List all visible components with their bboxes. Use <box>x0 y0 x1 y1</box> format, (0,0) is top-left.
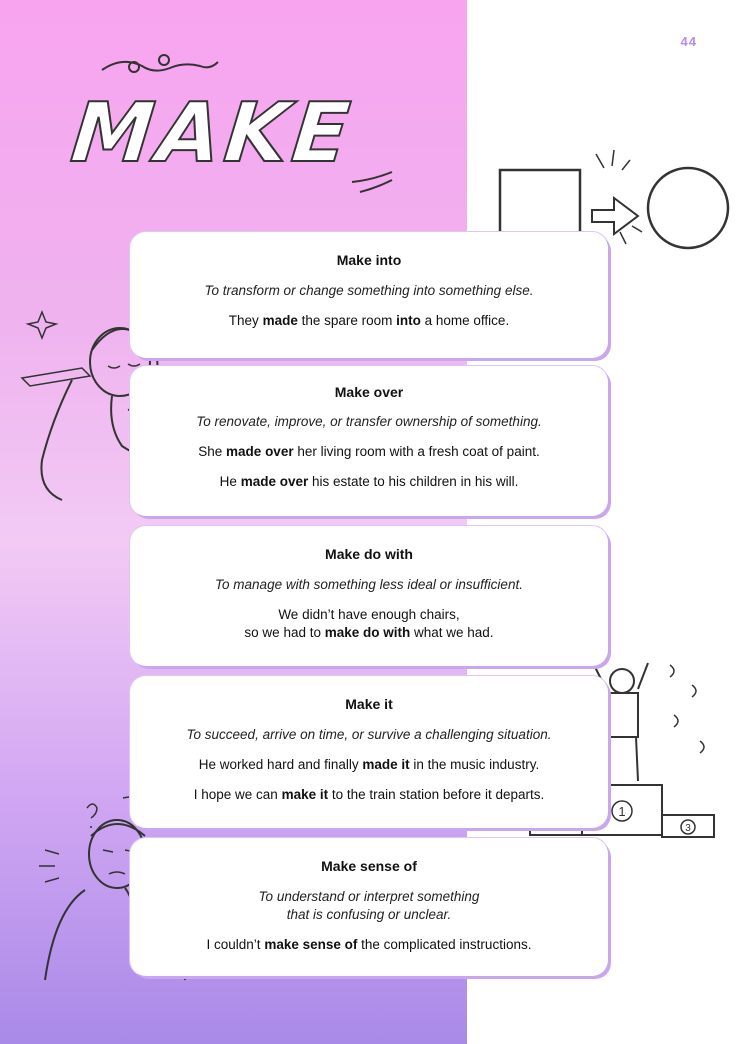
entry-example: He made over his estate to his children in his will. <box>219 474 519 489</box>
entry-example: She made over her living room with a fresh coat of paint. <box>198 444 540 459</box>
entry-heading: Make sense of <box>321 858 417 874</box>
entry-definition: To transform or change something into something else. <box>204 283 534 298</box>
podium-label-third: 3 <box>685 823 691 834</box>
entry-card-make-over <box>130 366 608 516</box>
entry-example: They made the spare room into a home office. <box>228 313 510 328</box>
page-title <box>62 40 422 200</box>
entry-heading: Make do with <box>325 546 413 562</box>
entry-definition: To manage with something less ideal or insufficient. <box>215 577 523 592</box>
entry-card-make-it <box>130 676 608 828</box>
entry-example: I hope we can make it to the train station before it departs. <box>193 787 545 802</box>
circle-shape <box>648 168 728 248</box>
entry-example: We didn’t have enough chairs, so we had to make do with what we had. <box>244 607 494 640</box>
entry-definition: To renovate, improve, or transfer ownership of something. <box>196 414 542 429</box>
title-text: MAKE <box>67 86 358 181</box>
entry-definition: To succeed, arrive on time, or survive a challenging situation. <box>186 727 552 742</box>
entry-card-make-sense-of <box>130 838 608 976</box>
entry-card-make-do-with <box>130 526 608 666</box>
entry-heading: Make it <box>345 696 393 712</box>
arrow-icon <box>592 198 638 234</box>
entry-example: He worked hard and finally made it in the music industry. <box>198 757 540 772</box>
entry-card-make-into <box>130 232 608 358</box>
entry-heading: Make over <box>334 384 404 400</box>
page-number: 44 <box>680 34 697 49</box>
entry-heading: Make into <box>336 252 402 268</box>
podium-label-first: 1 <box>618 804 626 819</box>
entry-definition: To understand or interpret something that is confusing or unclear. <box>258 889 480 922</box>
entry-example: I couldn’t make sense of the complicated instructions. <box>206 937 532 952</box>
